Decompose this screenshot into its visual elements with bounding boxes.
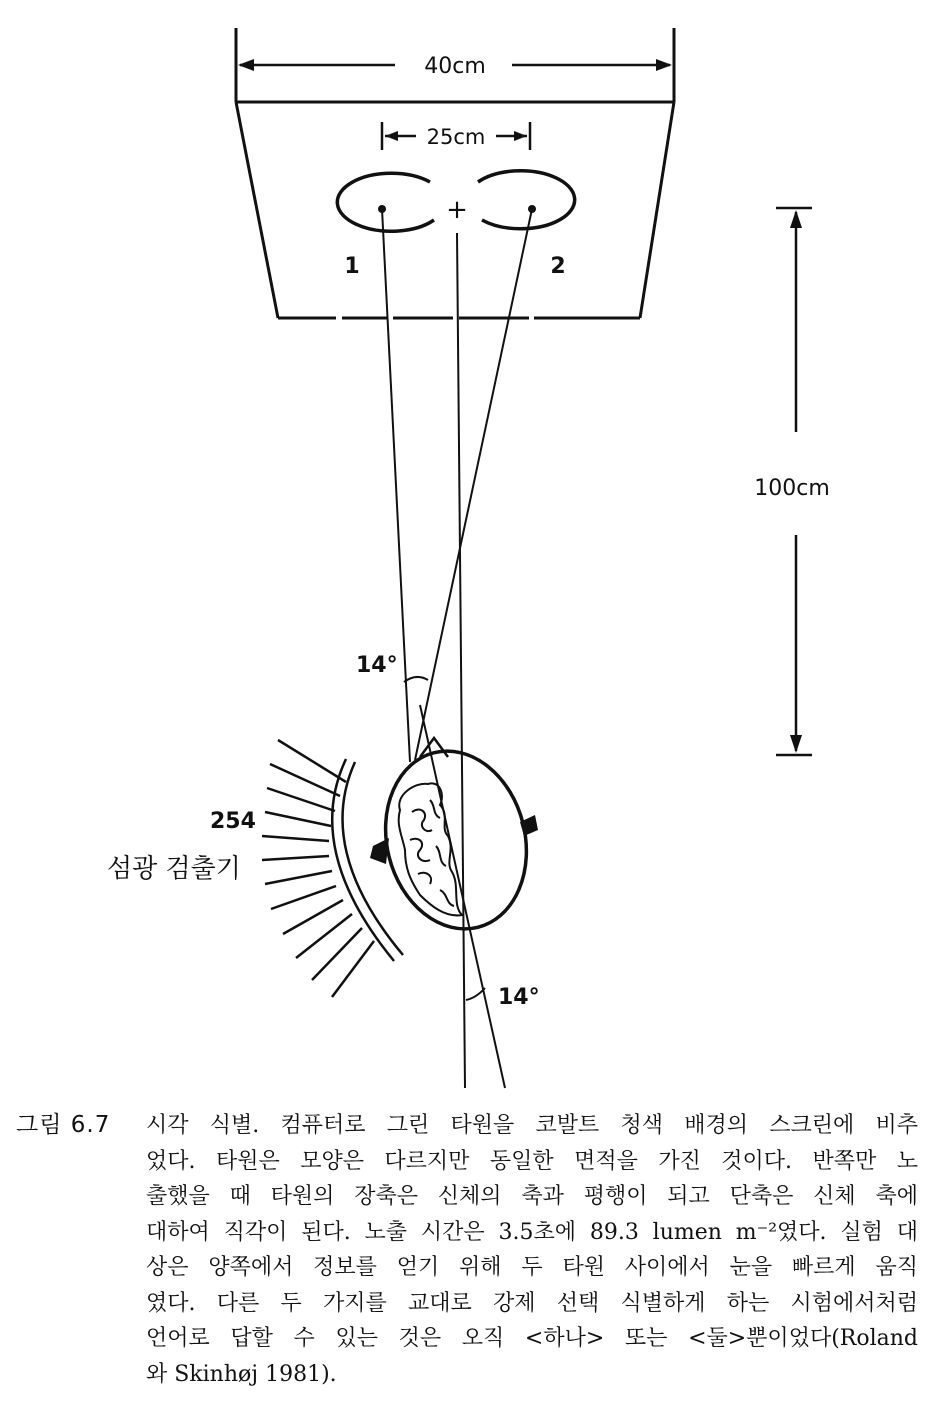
- ellipse-spacing-label: 25cm: [426, 125, 486, 149]
- screen-width-dimension: [238, 54, 672, 79]
- sight-line-ellipse-1: [382, 209, 410, 762]
- screen-width-label: 40cm: [424, 54, 486, 79]
- fixation-cross: +: [446, 195, 468, 225]
- sight-line-ellipse-2: [415, 209, 532, 760]
- caption-line: 상은 양쪽에서 정보를 얻기 위해 두 타원 사이에서 눈을 빠르게 움직: [146, 1255, 918, 1280]
- caption-line: 대하여 직각이 된다. 노출 시간은 3.5초에 89.3 lumen m⁻²였다. 실험 대: [146, 1219, 918, 1245]
- arrow-left-icon: [238, 59, 254, 71]
- arrow-down-icon: [790, 735, 802, 753]
- midline: [457, 233, 465, 1088]
- subject-head: [367, 736, 544, 944]
- angle-bottom-label: 14°: [498, 985, 540, 1010]
- arrow-up-icon: [790, 210, 802, 228]
- ellipse-2-label: 2: [550, 254, 566, 279]
- angle-arc-top: [404, 677, 428, 682]
- ellipse-1-label: 1: [344, 254, 360, 279]
- arrow-left-icon: [385, 131, 398, 141]
- caption-line: 언어로 답할 수 있는 것은 오직 <하나> 또는 <둘>뿐이었다(Roland: [146, 1326, 918, 1351]
- viewing-distance-dimension: [754, 208, 830, 755]
- ear-left: [370, 838, 389, 864]
- caption-body: [146, 1108, 918, 1392]
- ellipse-stimulus-1: [337, 173, 434, 231]
- scintillation-detector: [262, 740, 403, 997]
- arrow-right-icon: [514, 131, 527, 141]
- caption-line: 였다. 다른 두 가지를 교대로 강제 선택 식별하게 하는 시험에서처럼: [146, 1290, 918, 1316]
- caption-line: 시각 식별. 컴퓨터로 그린 타원을 코발트 청색 배경의 스크린에 비추: [146, 1113, 918, 1138]
- angle-top-label: 14°: [356, 653, 398, 678]
- ellipse-spacing-dimension: [382, 122, 530, 150]
- caption-line: 와 Skinhøj 1981).: [146, 1361, 337, 1387]
- detector-count-label: 254: [210, 809, 256, 834]
- angle-arc-bottom: [466, 988, 485, 1000]
- caption-line: 출했을 때 타원의 장축은 신체의 축과 평행이 되고 단축은 신체 축에: [146, 1184, 918, 1209]
- viewing-distance-label: 100cm: [754, 476, 830, 501]
- arrow-right-icon: [656, 59, 672, 71]
- ellipse-stimulus-2: [478, 171, 575, 229]
- detector-label: 섬광 검출기: [107, 854, 241, 884]
- caption-line: 었다. 타원은 모양은 다르지만 동일한 면적을 가진 것이다. 반쪽만 노: [146, 1148, 918, 1174]
- sight-lines: [382, 209, 532, 1088]
- caption-label: 그림 6.7: [16, 1112, 111, 1138]
